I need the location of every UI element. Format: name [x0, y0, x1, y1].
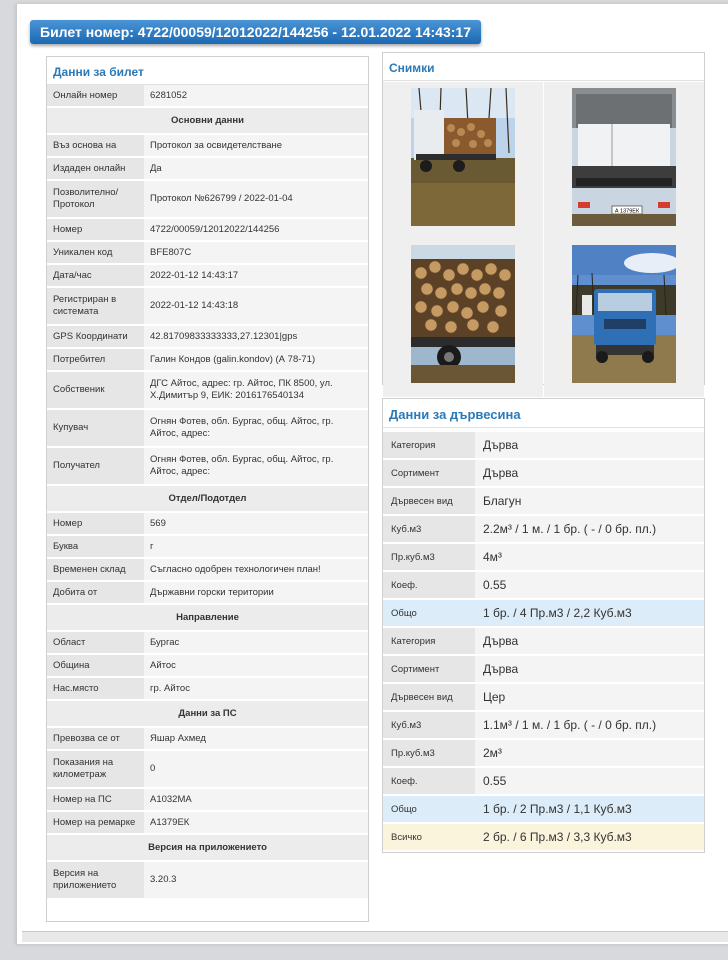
photos-panel — [382, 52, 705, 385]
wood-row-value: 2.2м³ / 1 м. / 1 бр. ( - / 0 бр. пл.) — [475, 515, 704, 543]
info-row — [47, 287, 368, 325]
info-row-label: Версия на приложението — [47, 861, 144, 899]
info-row-label: Временен склад — [47, 558, 144, 581]
info-row — [47, 180, 368, 218]
wood-row — [383, 627, 704, 655]
wood-row-value: Дърва — [475, 627, 704, 655]
wood-row-label: Дървесен вид — [383, 487, 475, 515]
wood-row-label: Сортимент — [383, 655, 475, 683]
section-header-label: Отдел/Подотдел — [47, 485, 368, 512]
info-row-value: Огнян Фотев, обл. Бургас, общ. Айтос, гр. Айтос, адрес: — [144, 409, 368, 447]
section-header-label: Направление — [47, 604, 368, 631]
info-row-label: Област — [47, 631, 144, 654]
bottom-scroll-bar[interactable] — [22, 931, 728, 942]
info-row-label: Номер на ремарке — [47, 811, 144, 834]
info-row — [47, 325, 368, 348]
info-row-label: Купувач — [47, 409, 144, 447]
info-row — [47, 241, 368, 264]
info-row — [47, 750, 368, 788]
wood-row-value: 1 бр. / 2 Пр.м3 / 1,1 Куб.м3 — [475, 795, 704, 823]
info-row-value: 569 — [144, 512, 368, 535]
wood-row-label: Пр.куб.м3 — [383, 739, 475, 767]
wood-total-row — [383, 795, 704, 823]
info-row-label: Получател — [47, 447, 144, 485]
info-row-value: 42.81709833333333,27.12301|gps — [144, 325, 368, 348]
info-row-value: Държавни горски територии — [144, 581, 368, 604]
wood-row-value: Дърва — [475, 459, 704, 487]
info-row — [47, 218, 368, 241]
wood-data-panel — [382, 398, 705, 853]
info-row-value: ДГС Айтос, адрес: гр. Айтос, ПК 8500, ул. Х.Димитър 9, ЕИК: 2016176540134 — [144, 371, 368, 409]
info-row — [47, 581, 368, 604]
wood-total-row — [383, 599, 704, 627]
info-row — [47, 727, 368, 750]
wood-row-label: Коеф. — [383, 571, 475, 599]
wood-row — [383, 459, 704, 487]
section-header — [47, 604, 368, 631]
info-row-value: А1379ЕК — [144, 811, 368, 834]
wood-row — [383, 487, 704, 515]
info-row-label: Номер — [47, 512, 144, 535]
info-row-value: Галин Кондов (galin.kondov) (А 78-71) — [144, 348, 368, 371]
info-row — [47, 535, 368, 558]
photo-truck-side-logs[interactable] — [411, 88, 515, 226]
photo-thumb-3[interactable] — [383, 239, 543, 397]
wood-row-value: 1.1м³ / 1 м. / 1 бр. ( - / 0 бр. пл.) — [475, 711, 704, 739]
info-row — [47, 157, 368, 180]
wood-row-label: Пр.куб.м3 — [383, 543, 475, 571]
photo-thumb-1[interactable] — [383, 82, 543, 240]
info-row-label: Показания на километраж — [47, 750, 144, 788]
wood-row — [383, 711, 704, 739]
wood-data-table — [383, 432, 704, 852]
section-header — [47, 700, 368, 727]
wood-row-value: 4м³ — [475, 543, 704, 571]
wood-row-value: 0.55 — [475, 767, 704, 795]
info-row-label: Дата/час — [47, 264, 144, 287]
info-row-label: Позволително/ Протокол — [47, 180, 144, 218]
info-row — [47, 264, 368, 287]
info-row-value: BFE807C — [144, 241, 368, 264]
info-row-value: 6281052 — [144, 85, 368, 107]
info-row-value: 4722/00059/12012022/144256 — [144, 218, 368, 241]
info-row-value: гр. Айтос — [144, 677, 368, 700]
info-row-label: Въз основа на — [47, 134, 144, 157]
info-row — [47, 558, 368, 581]
info-row — [47, 677, 368, 700]
info-row — [47, 861, 368, 899]
wood-row-label: Категория — [383, 432, 475, 459]
wood-row-value: Дърва — [475, 655, 704, 683]
info-row-value: Да — [144, 157, 368, 180]
info-row — [47, 512, 368, 535]
wood-row-label: Куб.м3 — [383, 515, 475, 543]
wood-row-value: Дърва — [475, 432, 704, 459]
info-row-value: Айтос — [144, 654, 368, 677]
info-row — [47, 654, 368, 677]
info-row-label: Потребител — [47, 348, 144, 371]
info-row-label: Издаден онлайн — [47, 157, 144, 180]
wood-row-label: Коеф. — [383, 767, 475, 795]
photo-truck-rear[interactable] — [572, 88, 676, 226]
photo-thumb-2[interactable] — [544, 82, 704, 240]
info-row-value: г — [144, 535, 368, 558]
wood-row-label: Дървесен вид — [383, 683, 475, 711]
section-header — [47, 107, 368, 134]
wood-row-value: Цер — [475, 683, 704, 711]
ticket-data-title: Данни за билет — [47, 57, 368, 85]
wood-row-value: 2м³ — [475, 739, 704, 767]
wood-row — [383, 683, 704, 711]
info-row-value: 3.20.3 — [144, 861, 368, 899]
section-header-label: Данни за ПС — [47, 700, 368, 727]
info-row — [47, 811, 368, 834]
info-row-label: Онлайн номер — [47, 85, 144, 107]
info-row-label: Уникален код — [47, 241, 144, 264]
info-row-value: Огнян Фотев, обл. Бургас, общ. Айтос, гр. Айтос, адрес: — [144, 447, 368, 485]
photos-title: Снимки — [383, 53, 704, 81]
wood-row-value: 1 бр. / 4 Пр.м3 / 2,2 Куб.м3 — [475, 599, 704, 627]
info-row — [47, 788, 368, 811]
info-row-label: Превозва се от — [47, 727, 144, 750]
info-row-label: GPS Координати — [47, 325, 144, 348]
ticket-data-panel — [46, 56, 369, 922]
info-row-label: Нас.място — [47, 677, 144, 700]
wood-data-title: Данни за дървесина — [383, 399, 704, 428]
info-row-value: 2022-01-12 14:43:17 — [144, 264, 368, 287]
info-row-value: А1032МА — [144, 788, 368, 811]
info-row-label: Регистриран в системата — [47, 287, 144, 325]
info-row — [47, 447, 368, 485]
wood-row-value: 2 бр. / 6 Пр.м3 / 3,3 Куб.м3 — [475, 823, 704, 851]
wood-row — [383, 543, 704, 571]
wood-row-label: Категория — [383, 627, 475, 655]
info-row-label: Добита от — [47, 581, 144, 604]
photo-thumb-4[interactable] — [544, 239, 704, 397]
wood-row-value: Благун — [475, 487, 704, 515]
info-row — [47, 409, 368, 447]
info-row-value: Съгласно одобрен технологичен план! — [144, 558, 368, 581]
info-row-value: 2022-01-12 14:43:18 — [144, 287, 368, 325]
info-row-value: Протокол №626799 / 2022-01-04 — [144, 180, 368, 218]
wood-row — [383, 515, 704, 543]
info-row-label: Община — [47, 654, 144, 677]
license-plate-text: А 1379ЕК — [614, 208, 640, 215]
wood-row-label: Общо — [383, 795, 475, 823]
info-row — [47, 134, 368, 157]
wood-row — [383, 655, 704, 683]
wood-row — [383, 739, 704, 767]
section-header — [47, 834, 368, 861]
wood-row-label: Общо — [383, 599, 475, 627]
info-row-label: Номер на ПС — [47, 788, 144, 811]
info-row-value: Бургас — [144, 631, 368, 654]
info-row-label: Собственик — [47, 371, 144, 409]
info-row-label: Буква — [47, 535, 144, 558]
info-row — [47, 631, 368, 654]
section-header-label: Основни данни — [47, 107, 368, 134]
wood-grand-total-row — [383, 823, 704, 851]
wood-row-label: Всичко — [383, 823, 475, 851]
ticket-data-table — [47, 85, 368, 900]
wood-row — [383, 571, 704, 599]
photo-logs-stack[interactable] — [411, 245, 515, 383]
info-row — [47, 371, 368, 409]
wood-row-label: Сортимент — [383, 459, 475, 487]
photo-truck-front[interactable] — [572, 245, 676, 383]
wood-row — [383, 432, 704, 459]
info-row-value: Яшар Ахмед — [144, 727, 368, 750]
section-header — [47, 485, 368, 512]
wood-row-value: 0.55 — [475, 571, 704, 599]
info-row — [47, 85, 368, 107]
info-row-value: 0 — [144, 750, 368, 788]
info-row-value: Протокол за освидетелстване — [144, 134, 368, 157]
info-row-label: Номер — [47, 218, 144, 241]
info-row — [47, 348, 368, 371]
ticket-title-bar: Билет номер: 4722/00059/12012022/144256 - 12.01.2022 14:43:17 — [30, 20, 481, 44]
wood-row — [383, 767, 704, 795]
wood-row-label: Куб.м3 — [383, 711, 475, 739]
section-header-label: Версия на приложението — [47, 834, 368, 861]
